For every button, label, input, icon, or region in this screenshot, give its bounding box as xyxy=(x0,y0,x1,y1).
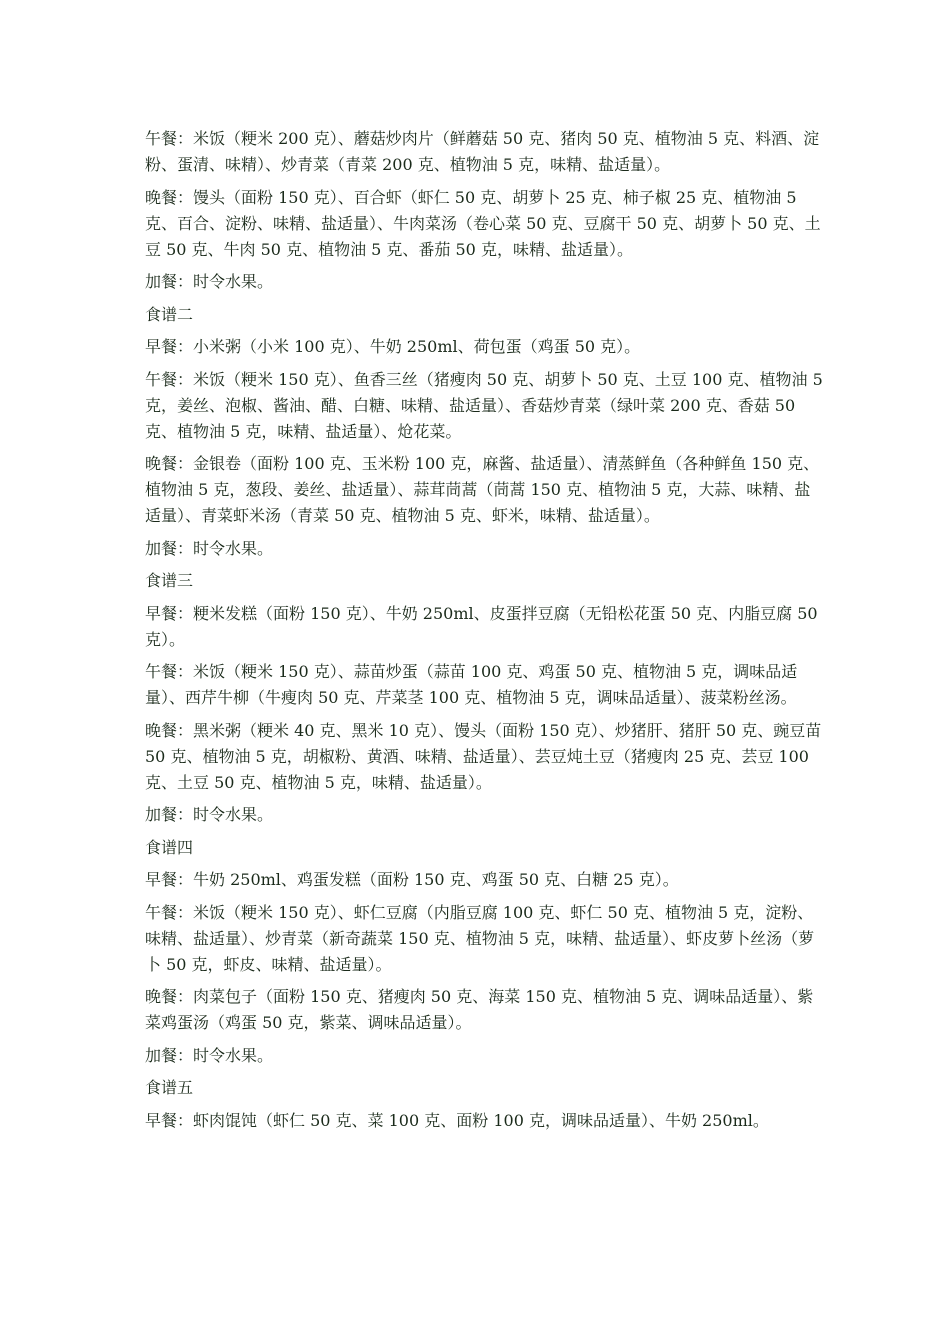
recipe-heading: 食谱四 xyxy=(145,837,194,857)
dinner-paragraph: 晚餐：肉菜包子（面粉 150 克、猪瘦肉 50 克、海菜 150 克、植物油 5 克、调味品适量）、紫菜鸡蛋汤（鸡蛋 50 克，紫菜、调味品适量）。 xyxy=(145,987,814,1032)
recipe-heading: 食谱二 xyxy=(145,304,194,324)
snack-paragraph: 加餐：时令水果。 xyxy=(145,805,274,824)
recipe-heading: 食谱三 xyxy=(145,571,194,590)
snack-paragraph: 加餐：时令水果。 xyxy=(145,1045,274,1065)
document-body xyxy=(145,126,825,1140)
lunch-paragraph: 午餐：米饭（粳米 200 克）、蘑菇炒肉片（鲜蘑菇 50 克、猪肉 50 克、植物油 5 克、料酒、淀粉、蛋清、味精）、炒青菜（青菜 200 克、植物油 5 克，味精、盐适量）。 xyxy=(145,129,820,174)
breakfast-paragraph: 早餐：小米粥（小米 100 克）、牛奶 250ml、荷包蛋（鸡蛋 50 克）。 xyxy=(145,337,641,356)
dinner-paragraph: 晚餐：黑米粥（粳米 40 克、黑米 10 克）、馒头（面粉 150 克）、炒猪肝、猪肝 50 克、豌豆苗 50 克、植物油 5 克，胡椒粉、黄酒、味精、盐适量）、芸豆炖土豆（猪瘦肉 25 克、芸豆 100 克、土豆 50 克、植物油 5 克，味精、盐适量）。 xyxy=(145,720,822,792)
breakfast-paragraph: 早餐：粳米发糕（面粉 150 克）、牛奶 250ml、皮蛋拌豆腐（无铅松花蛋 50 克、内脂豆腐 50 克）。 xyxy=(145,603,818,649)
breakfast-paragraph: 早餐：虾肉馄饨（虾仁 50 克、菜 100 克、面粉 100 克，调味品适量）、牛奶 250ml。 xyxy=(145,1110,769,1130)
dinner-paragraph: 晚餐：馒头（面粉 150 克）、百合虾（虾仁 50 克、胡萝卜 25 克、柿子椒 25 克、植物油 5 克、百合、淀粉、味精、盐适量）、牛肉菜汤（卷心菜 50 克、豆腐干 50 克、胡萝卜 50 克、土豆 50 克、牛肉 50 克、植物油 5 克、番茄 50 克，味精、盐适量）。 xyxy=(145,187,821,259)
lunch-paragraph: 午餐：米饭（粳米 150 克）、虾仁豆腐（内脂豆腐 100 克、虾仁 50 克、植物油 5 克，淀粉、味精、盐适量）、炒青菜（新奇蔬菜 150 克、植物油 5 克，味精、盐适量）、虾皮萝卜丝汤（萝卜 50 克，虾皮、味精、盐适量）。 xyxy=(145,902,815,974)
recipe-heading: 食谱五 xyxy=(145,1078,194,1097)
dinner-paragraph: 晚餐：金银卷（面粉 100 克、玉米粉 100 克，麻酱、盐适量）、清蒸鲜鱼（各种鲜鱼 150 克、植物油 5 克，葱段、姜丝、盐适量）、蒜茸茼蒿（茼蒿 150 克、植物油 5 克，大蒜、味精、盐适量）、青菜虾米汤（青菜 50 克、植物油 5 克、虾米，味精、盐适量）。 xyxy=(145,454,820,525)
lunch-paragraph: 午餐：米饭（粳米 150 克）、鱼香三丝（猪瘦肉 50 克、胡萝卜 50 克、土豆 100 克、植物油 5 克，姜丝、泡椒、酱油、醋、白糖、味精、盐适量）、香菇炒青菜（绿叶菜 200 克、香菇 50 克、植物油 5 克，味精、盐适量）、炝花菜。 xyxy=(145,369,823,441)
snack-paragraph: 加餐：时令水果。 xyxy=(145,272,274,291)
snack-paragraph: 加餐：时令水果。 xyxy=(145,538,274,558)
lunch-paragraph: 午餐：米饭（粳米 150 克）、蒜苗炒蛋（蒜苗 100 克、鸡蛋 50 克、植物油 5 克，调味品适量）、西芹牛柳（牛瘦肉 50 克、芹菜茎 100 克、植物油 5 克，调味品适量）、菠菜粉丝汤。 xyxy=(145,662,798,707)
breakfast-paragraph: 早餐：牛奶 250ml、鸡蛋发糕（面粉 150 克、鸡蛋 50 克、白糖 25 克）。 xyxy=(145,870,679,889)
